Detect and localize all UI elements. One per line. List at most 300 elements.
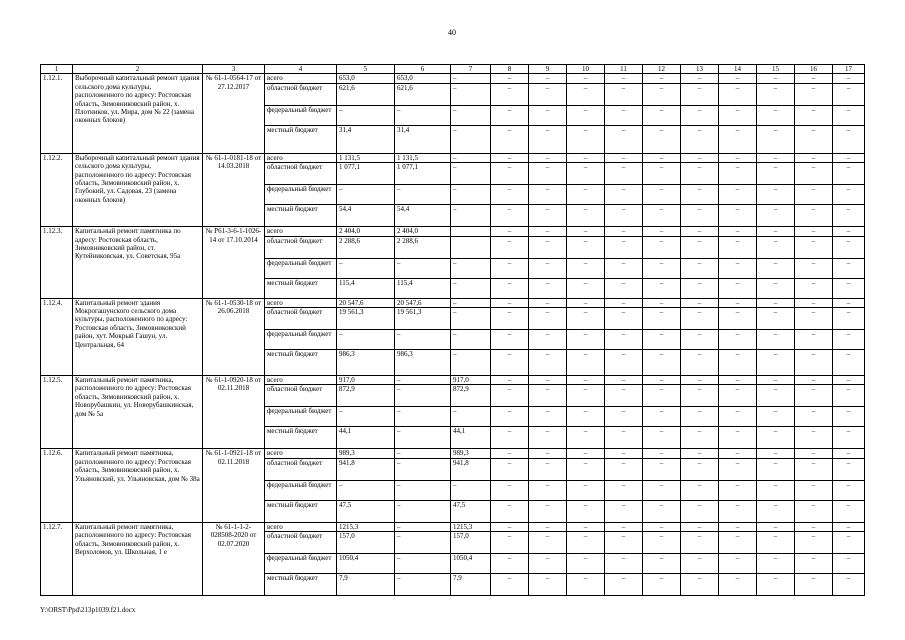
column-header-8: 8 [491, 65, 529, 74]
value-cell-col-13: – [681, 83, 719, 105]
value-cell-col-5: 2 288,6 [337, 236, 395, 258]
value-cell-col-11: – [605, 298, 643, 307]
value-cell-col-12: – [643, 125, 681, 153]
object-name: Капитальный ремонт памятника по адресу: Ростовская область, Зимовниковский район, ст. Кутейниковская, ул. Советская, 95а [73, 227, 203, 298]
budget-level: местный бюджет [265, 278, 337, 298]
value-cell-col-5: 1 131,5 [337, 153, 395, 162]
value-cell-col-10: – [567, 125, 605, 153]
value-cell-col-6: 115,4 [395, 278, 451, 298]
value-cell-col-17: – [833, 125, 865, 153]
value-cell-col-8: – [491, 427, 529, 449]
value-cell-col-12: – [643, 330, 681, 350]
budget-level: областной бюджет [265, 308, 337, 330]
value-cell-col-17: – [833, 74, 865, 83]
value-cell-col-10: – [567, 83, 605, 105]
value-cell-col-14: – [719, 258, 757, 278]
value-cell-col-5: – [337, 407, 395, 427]
value-cell-col-13: – [681, 205, 719, 227]
value-cell-col-13: – [681, 185, 719, 205]
value-cell-col-12: – [643, 480, 681, 500]
value-cell-col-15: – [757, 385, 795, 407]
value-cell-col-6: 621,6 [395, 83, 451, 105]
value-cell-col-16: – [795, 258, 833, 278]
value-cell-col-9: – [529, 458, 567, 480]
value-cell-col-9: – [529, 278, 567, 298]
value-cell-col-7: 157,0 [451, 532, 491, 554]
value-cell-col-16: – [795, 298, 833, 307]
value-cell-col-6: 1 131,5 [395, 153, 451, 162]
column-header-7: 7 [451, 65, 491, 74]
table-row [41, 227, 865, 236]
value-cell-col-12: – [643, 500, 681, 522]
entry-number: 1.12.7. [41, 522, 73, 595]
value-cell-col-13: – [681, 500, 719, 522]
value-cell-col-5: – [337, 480, 395, 500]
entry-number: 1.12.4. [41, 298, 73, 375]
value-cell-col-8: – [491, 298, 529, 307]
value-cell-col-9: – [529, 163, 567, 185]
value-cell-col-6: – [395, 554, 451, 574]
column-header-6: 6 [395, 65, 451, 74]
value-cell-col-17: – [833, 532, 865, 554]
value-cell-col-10: – [567, 407, 605, 427]
value-cell-col-10: – [567, 278, 605, 298]
value-cell-col-16: – [795, 125, 833, 153]
value-cell-col-15: – [757, 350, 795, 376]
value-cell-col-6: – [395, 427, 451, 449]
value-cell-col-10: – [567, 574, 605, 596]
value-cell-col-12: – [643, 258, 681, 278]
value-cell-col-11: – [605, 480, 643, 500]
value-cell-col-8: – [491, 83, 529, 105]
value-cell-col-14: – [719, 298, 757, 307]
budget-level: местный бюджет [265, 574, 337, 596]
value-cell-col-14: – [719, 458, 757, 480]
value-cell-col-13: – [681, 574, 719, 596]
value-cell-col-14: – [719, 480, 757, 500]
value-cell-col-15: – [757, 74, 795, 83]
value-cell-col-7: – [451, 480, 491, 500]
budget-level: федеральный бюджет [265, 480, 337, 500]
value-cell-col-10: – [567, 522, 605, 531]
value-cell-col-14: – [719, 522, 757, 531]
budget-level: областной бюджет [265, 385, 337, 407]
value-cell-col-13: – [681, 407, 719, 427]
value-cell-col-14: – [719, 163, 757, 185]
value-cell-col-15: – [757, 83, 795, 105]
object-name: Капитальный ремонт памятника, расположенного по адресу: Ростовская область, Зимовниковский район, х. Новорубашкин, ул. Новорубашкинская, дом № 5а [73, 376, 203, 449]
value-cell-col-14: – [719, 205, 757, 227]
value-cell-col-17: – [833, 278, 865, 298]
page-number: 40 [448, 28, 456, 37]
value-cell-col-10: – [567, 105, 605, 125]
budget-level: областной бюджет [265, 532, 337, 554]
value-cell-col-13: – [681, 227, 719, 236]
value-cell-col-16: – [795, 330, 833, 350]
value-cell-col-11: – [605, 205, 643, 227]
value-cell-col-14: – [719, 350, 757, 376]
value-cell-col-17: – [833, 205, 865, 227]
value-cell-col-9: – [529, 427, 567, 449]
value-cell-col-10: – [567, 330, 605, 350]
value-cell-col-10: – [567, 376, 605, 385]
value-cell-col-9: – [529, 330, 567, 350]
value-cell-col-12: – [643, 376, 681, 385]
value-cell-col-6: – [395, 500, 451, 522]
value-cell-col-14: – [719, 308, 757, 330]
value-cell-col-6: 54,4 [395, 205, 451, 227]
value-cell-col-11: – [605, 376, 643, 385]
value-cell-col-6: 2 404,0 [395, 227, 451, 236]
value-cell-col-8: – [491, 522, 529, 531]
budget-level: федеральный бюджет [265, 554, 337, 574]
value-cell-col-16: – [795, 278, 833, 298]
value-cell-col-9: – [529, 205, 567, 227]
value-cell-col-11: – [605, 153, 643, 162]
value-cell-col-16: – [795, 236, 833, 258]
value-cell-col-10: – [567, 153, 605, 162]
value-cell-col-12: – [643, 407, 681, 427]
value-cell-col-16: – [795, 574, 833, 596]
value-cell-col-11: – [605, 125, 643, 153]
value-cell-col-9: – [529, 385, 567, 407]
column-header-12: 12 [643, 65, 681, 74]
value-cell-col-12: – [643, 298, 681, 307]
value-cell-col-13: – [681, 278, 719, 298]
value-cell-col-16: – [795, 74, 833, 83]
object-name: Капитальный ремонт здания Мокрогашунского сельского дома культуры, расположенного по адресу: Ростовская область, Зимовниковский район, хут. Мокрый Гашун, ул. Центральная, 64 [73, 298, 203, 375]
value-cell-col-11: – [605, 236, 643, 258]
value-cell-col-15: – [757, 458, 795, 480]
value-cell-col-5: 1050,4 [337, 554, 395, 574]
value-cell-col-11: – [605, 227, 643, 236]
column-header-2: 2 [73, 65, 203, 74]
value-cell-col-13: – [681, 522, 719, 531]
value-cell-col-7: – [451, 298, 491, 307]
value-cell-col-8: – [491, 125, 529, 153]
value-cell-col-11: – [605, 574, 643, 596]
value-cell-col-15: – [757, 376, 795, 385]
value-cell-col-9: – [529, 153, 567, 162]
value-cell-col-7: – [451, 125, 491, 153]
value-cell-col-8: – [491, 105, 529, 125]
value-cell-col-10: – [567, 350, 605, 376]
value-cell-col-15: – [757, 308, 795, 330]
value-cell-col-16: – [795, 480, 833, 500]
budget-level: всего [265, 522, 337, 531]
value-cell-col-14: – [719, 574, 757, 596]
value-cell-col-17: – [833, 258, 865, 278]
value-cell-col-5: 621,6 [337, 83, 395, 105]
value-cell-col-10: – [567, 74, 605, 83]
value-cell-col-6: – [395, 480, 451, 500]
value-cell-col-8: – [491, 227, 529, 236]
value-cell-col-8: – [491, 205, 529, 227]
value-cell-col-13: – [681, 163, 719, 185]
value-cell-col-15: – [757, 449, 795, 458]
value-cell-col-9: – [529, 574, 567, 596]
value-cell-col-17: – [833, 163, 865, 185]
value-cell-col-12: – [643, 308, 681, 330]
value-cell-col-13: – [681, 105, 719, 125]
value-cell-col-9: – [529, 185, 567, 205]
value-cell-col-12: – [643, 522, 681, 531]
value-cell-col-16: – [795, 427, 833, 449]
value-cell-col-16: – [795, 185, 833, 205]
value-cell-col-14: – [719, 278, 757, 298]
value-cell-col-8: – [491, 330, 529, 350]
value-cell-col-6: – [395, 185, 451, 205]
value-cell-col-12: – [643, 350, 681, 376]
value-cell-col-14: – [719, 330, 757, 350]
value-cell-col-7: – [451, 185, 491, 205]
budget-level: областной бюджет [265, 163, 337, 185]
value-cell-col-6: – [395, 376, 451, 385]
budget-level: местный бюджет [265, 427, 337, 449]
value-cell-col-16: – [795, 458, 833, 480]
value-cell-col-16: – [795, 105, 833, 125]
value-cell-col-7: – [451, 205, 491, 227]
value-cell-col-13: – [681, 308, 719, 330]
value-cell-col-11: – [605, 554, 643, 574]
value-cell-col-8: – [491, 458, 529, 480]
value-cell-col-17: – [833, 458, 865, 480]
value-cell-col-12: – [643, 105, 681, 125]
value-cell-col-5: – [337, 185, 395, 205]
value-cell-col-8: – [491, 258, 529, 278]
value-cell-col-6: – [395, 522, 451, 531]
value-cell-col-8: – [491, 163, 529, 185]
value-cell-col-16: – [795, 532, 833, 554]
column-header-4: 4 [265, 65, 337, 74]
value-cell-col-7 [451, 227, 491, 236]
value-cell-col-5: 47,5 [337, 500, 395, 522]
budget-level: областной бюджет [265, 458, 337, 480]
value-cell-col-17: – [833, 427, 865, 449]
value-cell-col-15: – [757, 153, 795, 162]
value-cell-col-12: – [643, 458, 681, 480]
value-cell-col-5: 157,0 [337, 532, 395, 554]
value-cell-col-7: 872,9 [451, 385, 491, 407]
budget-level: областной бюджет [265, 83, 337, 105]
value-cell-col-6: 653,0 [395, 74, 451, 83]
document-number: № 61-1-0564-17 от 27.12.2017 [203, 74, 265, 153]
table-body [41, 74, 865, 596]
entry-number: 1.12.1. [41, 74, 73, 153]
value-cell-col-15: – [757, 227, 795, 236]
value-cell-col-10: – [567, 532, 605, 554]
value-cell-col-16: – [795, 83, 833, 105]
value-cell-col-17: – [833, 574, 865, 596]
value-cell-col-6: – [395, 258, 451, 278]
value-cell-col-6: 19 561,3 [395, 308, 451, 330]
value-cell-col-15: – [757, 298, 795, 307]
value-cell-col-14: – [719, 500, 757, 522]
value-cell-col-12: – [643, 83, 681, 105]
value-cell-col-8: – [491, 449, 529, 458]
value-cell-col-13: – [681, 376, 719, 385]
document-number: № 61-1-0921-18 от 02.11.2018 [203, 449, 265, 522]
value-cell-col-7: – [451, 330, 491, 350]
value-cell-col-17: – [833, 153, 865, 162]
value-cell-col-17: – [833, 480, 865, 500]
value-cell-col-14: – [719, 376, 757, 385]
object-name: Выборочный капитальный ремонт здания сельского дома культуры, расположенного по адресу: Ростовская область, Зимовниковский район, х. Плотников, ул. Мира, дом № 22 (замена оконных блоков) [73, 74, 203, 153]
budget-level: местный бюджет [265, 500, 337, 522]
value-cell-col-11: – [605, 330, 643, 350]
value-cell-col-12: – [643, 554, 681, 574]
value-cell-col-5: 989,3 [337, 449, 395, 458]
header-row [41, 65, 865, 74]
value-cell-col-8: – [491, 480, 529, 500]
value-cell-col-5: 872,9 [337, 385, 395, 407]
column-header-15: 15 [757, 65, 795, 74]
value-cell-col-15: – [757, 427, 795, 449]
value-cell-col-7: – [451, 278, 491, 298]
table-row [41, 449, 865, 458]
value-cell-col-9: – [529, 227, 567, 236]
value-cell-col-13: – [681, 554, 719, 574]
column-header-9: 9 [529, 65, 567, 74]
column-header-1: 1 [41, 65, 73, 74]
value-cell-col-12: – [643, 163, 681, 185]
value-cell-col-11: – [605, 350, 643, 376]
value-cell-col-16: – [795, 500, 833, 522]
entry-number: 1.12.6. [41, 449, 73, 522]
value-cell-col-6: – [395, 330, 451, 350]
value-cell-col-15: – [757, 205, 795, 227]
budget-level: всего [265, 227, 337, 236]
value-cell-col-15: – [757, 185, 795, 205]
value-cell-col-7: 917,0 [451, 376, 491, 385]
value-cell-col-15: – [757, 125, 795, 153]
value-cell-col-9: – [529, 83, 567, 105]
value-cell-col-7: – [451, 350, 491, 376]
value-cell-col-9: – [529, 74, 567, 83]
document-number: № 61-1-0920-18 от 02.11.2018 [203, 376, 265, 449]
value-cell-col-13: – [681, 480, 719, 500]
value-cell-col-14: – [719, 153, 757, 162]
value-cell-col-16: – [795, 350, 833, 376]
column-header-3: 3 [203, 65, 265, 74]
value-cell-col-15: – [757, 532, 795, 554]
budget-level: федеральный бюджет [265, 185, 337, 205]
value-cell-col-7: 941,8 [451, 458, 491, 480]
value-cell-col-12: – [643, 227, 681, 236]
value-cell-col-17: – [833, 330, 865, 350]
value-cell-col-8: – [491, 74, 529, 83]
entry-number: 1.12.5. [41, 376, 73, 449]
value-cell-col-10: – [567, 500, 605, 522]
value-cell-col-5: 986,3 [337, 350, 395, 376]
value-cell-col-9: – [529, 258, 567, 278]
value-cell-col-13: – [681, 153, 719, 162]
value-cell-col-11: – [605, 83, 643, 105]
budget-level: всего [265, 153, 337, 162]
table-row [41, 522, 865, 531]
value-cell-col-11: – [605, 500, 643, 522]
value-cell-col-16: – [795, 522, 833, 531]
object-name: Капитальный ремонт памятника, расположенного по адресу: Ростовская область, Зимовниковский район, х. Верхоломов, ул. Школьная, 1 е [73, 522, 203, 595]
document-number: № Р61-3-6-1-1026-14 от 17.10.2014 [203, 227, 265, 298]
value-cell-col-6: 2 288,6 [395, 236, 451, 258]
value-cell-col-14: – [719, 125, 757, 153]
value-cell-col-14: – [719, 227, 757, 236]
value-cell-col-17: – [833, 83, 865, 105]
document-number: № 61-1-0530-18 от 26.06.2018 [203, 298, 265, 375]
value-cell-col-7: – [451, 407, 491, 427]
value-cell-col-9: – [529, 308, 567, 330]
value-cell-col-11: – [605, 163, 643, 185]
value-cell-col-8: – [491, 554, 529, 574]
value-cell-col-5: 2 404,0 [337, 227, 395, 236]
object-name: Выборочный капитальный ремонт здания сельского дома культуры, расположенного по адресу: Ростовская область, Зимовниковский район, х. Глубокий, ул. Садовая, 23 (замена оконных блоков) [73, 153, 203, 226]
value-cell-col-10: – [567, 385, 605, 407]
value-cell-col-8: – [491, 407, 529, 427]
value-cell-col-5: – [337, 330, 395, 350]
value-cell-col-6: 1 077,1 [395, 163, 451, 185]
value-cell-col-14: – [719, 236, 757, 258]
value-cell-col-5: 1215,3 [337, 522, 395, 531]
value-cell-col-13: – [681, 427, 719, 449]
value-cell-col-11: – [605, 74, 643, 83]
value-cell-col-11: – [605, 308, 643, 330]
value-cell-col-10: – [567, 185, 605, 205]
value-cell-col-11: – [605, 385, 643, 407]
table-row [41, 74, 865, 83]
value-cell-col-8: – [491, 236, 529, 258]
value-cell-col-11: – [605, 449, 643, 458]
value-cell-col-9: – [529, 522, 567, 531]
value-cell-col-17: – [833, 298, 865, 307]
value-cell-col-5: 115,4 [337, 278, 395, 298]
value-cell-col-12: – [643, 385, 681, 407]
value-cell-col-10: – [567, 258, 605, 278]
value-cell-col-14: – [719, 105, 757, 125]
value-cell-col-6: – [395, 574, 451, 596]
value-cell-col-7: – [451, 163, 491, 185]
entry-number: 1.12.2. [41, 153, 73, 226]
table-row [41, 298, 865, 307]
footer-path: Y:\ORST\Ppd\213p1039.f21.docx [40, 606, 136, 614]
value-cell-col-14: – [719, 407, 757, 427]
object-name: Капитальный ремонт памятника, расположенного по адресу: Ростовская область, Зимовниковский район, х. Ульяновский, ул. Ульяновская, дом № 38а [73, 449, 203, 522]
value-cell-col-5: 941,8 [337, 458, 395, 480]
table-row [41, 376, 865, 385]
value-cell-col-8: – [491, 308, 529, 330]
value-cell-col-8: – [491, 153, 529, 162]
value-cell-col-12: – [643, 185, 681, 205]
value-cell-col-10: – [567, 236, 605, 258]
value-cell-col-13: – [681, 458, 719, 480]
value-cell-col-10: – [567, 554, 605, 574]
value-cell-col-7: – [451, 308, 491, 330]
value-cell-col-14: – [719, 554, 757, 574]
value-cell-col-9: – [529, 298, 567, 307]
column-header-10: 10 [567, 65, 605, 74]
value-cell-col-13: – [681, 350, 719, 376]
value-cell-col-12: – [643, 532, 681, 554]
value-cell-col-9: – [529, 125, 567, 153]
value-cell-col-17: – [833, 522, 865, 531]
value-cell-col-16: – [795, 308, 833, 330]
value-cell-col-15: – [757, 105, 795, 125]
value-cell-col-9: – [529, 236, 567, 258]
value-cell-col-16: – [795, 407, 833, 427]
value-cell-col-8: – [491, 350, 529, 376]
budget-level: федеральный бюджет [265, 258, 337, 278]
value-cell-col-10: – [567, 163, 605, 185]
